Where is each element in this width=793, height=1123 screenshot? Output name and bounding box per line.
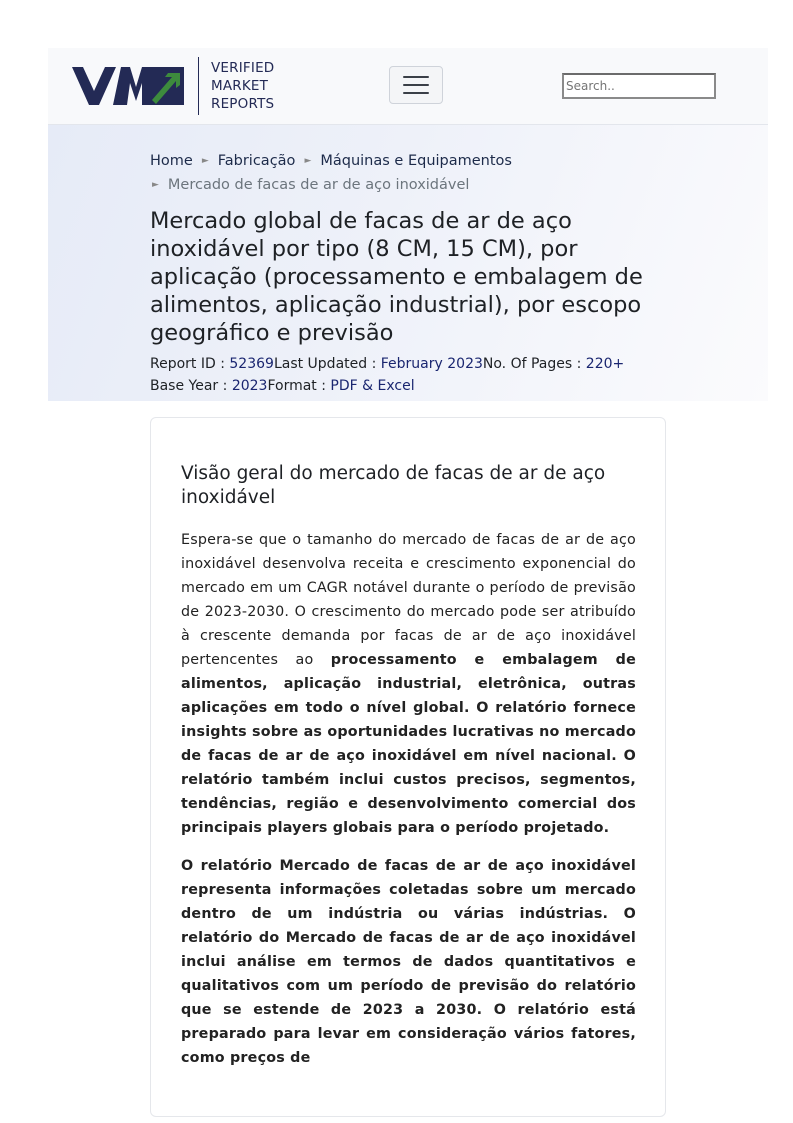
hamburger-menu-button[interactable] bbox=[389, 66, 443, 104]
chevron-right-icon: ► bbox=[304, 156, 312, 166]
breadcrumb-home[interactable]: Home bbox=[150, 153, 193, 169]
logo[interactable] bbox=[72, 57, 274, 115]
overview-paragraph-1 bbox=[181, 528, 636, 840]
hamburger-line-icon bbox=[403, 92, 429, 94]
page-title: Mercado global de facas de ar de aço inoxidável por tipo (8 CM, 15 CM), por aplicação (processamento e embalagem de alimentos, aplicação industrial), por escopo geográfico e previsão bbox=[150, 208, 643, 346]
logo-text bbox=[211, 59, 274, 113]
pages-label: No. Of Pages : bbox=[482, 356, 586, 372]
pages-value: 220+ bbox=[585, 356, 625, 372]
logo-line-verified: VERIFIED bbox=[211, 60, 275, 76]
report-hero bbox=[48, 125, 768, 401]
report-id-label: Report ID : bbox=[150, 356, 230, 372]
overview-heading: Visão geral do mercado de facas de ar de aço inoxidável bbox=[181, 463, 606, 508]
site-header bbox=[48, 48, 768, 125]
logo-line-market: MARKET bbox=[211, 78, 269, 94]
vmr-logo-icon bbox=[72, 67, 184, 105]
last-updated-value: February 2023 bbox=[380, 356, 483, 372]
search-input[interactable] bbox=[562, 73, 716, 99]
logo-divider bbox=[198, 57, 199, 115]
hamburger-line-icon bbox=[403, 84, 429, 86]
last-updated-label: Last Updated : bbox=[273, 356, 381, 372]
format-value: PDF & Excel bbox=[330, 378, 415, 394]
base-year-value: 2023 bbox=[231, 378, 268, 394]
overview-p1-text: Espera-se que o tamanho do mercado de facas de ar de aço inoxidável desenvolva receita e crescimento exponencial do mercado em um CAGR notável durante o período de previsão de 2023-2030. O crescimento do mercado pode ser atribuído à crescente demanda por facas de ar de aço inoxidável pertencentes ao bbox=[181, 532, 636, 668]
overview-paragraph-2 bbox=[181, 854, 636, 1070]
page bbox=[48, 48, 768, 1066]
logo-line-reports: REPORTS bbox=[211, 96, 275, 112]
chevron-right-icon: ► bbox=[201, 156, 209, 166]
breadcrumb-current: Mercado de facas de ar de aço inoxidável bbox=[167, 177, 470, 193]
chevron-right-icon: ► bbox=[152, 180, 159, 190]
report-meta bbox=[150, 353, 670, 397]
overview-p2-bold: O relatório Mercado de facas de ar de aço inoxidável representa informações coletadas sobre um mercado dentro de um indústria ou várias indústrias. O relatório do Mercado de facas de ar de aço inoxidável inclui análise em termos de dados quantitativos e qualitativos com um período de previsão do relatório que se estende de 2023 a 2030. O relatório está preparado para levar em consideração vários fatores, como preços de bbox=[181, 858, 636, 1066]
report-id-value: 52369 bbox=[229, 356, 274, 372]
breadcrumb-fabricacao[interactable]: Fabricação bbox=[217, 153, 296, 169]
base-year-label: Base Year : bbox=[150, 378, 232, 394]
breadcrumb bbox=[150, 149, 670, 197]
breadcrumb-maquinas[interactable]: Máquinas e Equipamentos bbox=[320, 153, 512, 169]
format-label: Format : bbox=[267, 378, 331, 394]
overview-p1-bold: processamento e embalagem de alimentos, aplicação industrial, eletrônica, outras aplicações em todo o nível global. O relatório fornece insights sobre as oportunidades lucrativas no mercado de facas de ar de aço inoxidável em nível nacional. O relatório também inclui custos precisos, segmentos, tendências, região e desenvolvimento comercial dos principais players globais para o período projetado. bbox=[181, 652, 636, 836]
hamburger-line-icon bbox=[403, 76, 429, 78]
overview-card bbox=[150, 417, 666, 1117]
